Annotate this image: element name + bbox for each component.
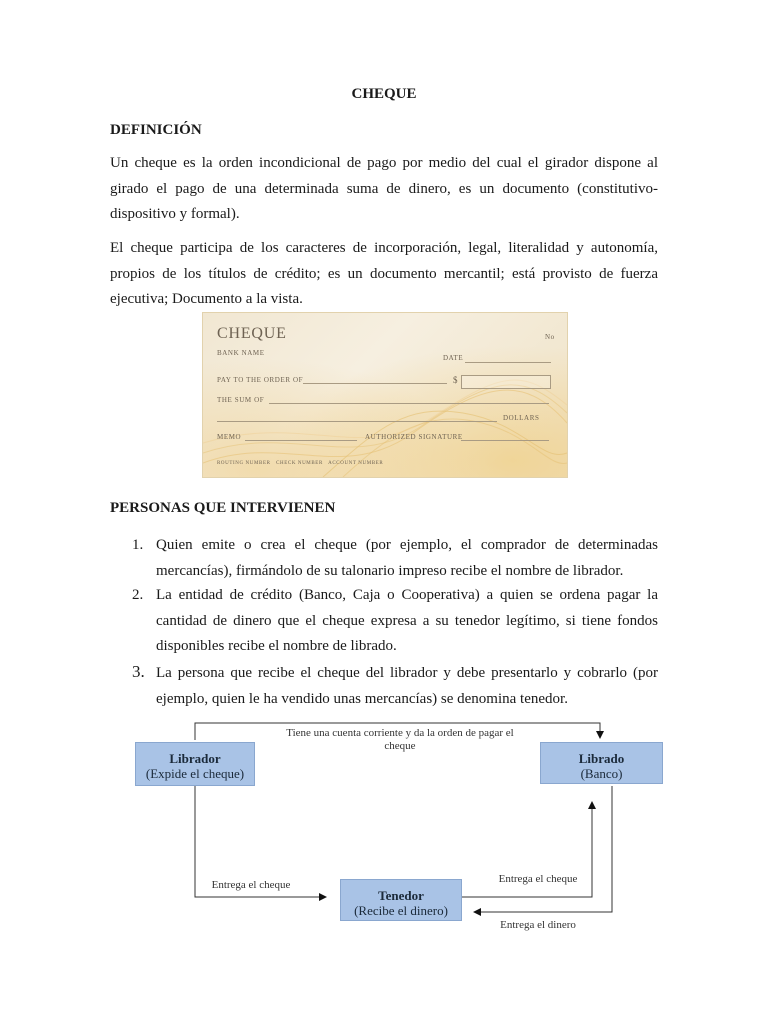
diagram-label-entrega-cheque-right: Entrega el cheque: [498, 873, 578, 885]
librado-node: [540, 742, 663, 784]
list-item-number: 2.: [132, 587, 144, 603]
librado-subtitle: (Banco): [580, 766, 623, 781]
tenedor-node: [340, 879, 462, 921]
list-item-number: 1.: [132, 537, 144, 553]
diagram-label-entrega-cheque-left: Entrega el cheque: [211, 879, 291, 891]
tenedor-subtitle: (Recibe el dinero): [354, 903, 448, 918]
librado-title: Librado: [578, 751, 625, 766]
cheque-sum-label: THE SUM OF: [217, 396, 265, 404]
persons-heading: PERSONAS QUE INTERVIENEN: [110, 500, 336, 516]
diagram-label-order: Tiene una cuenta corriente y da la orden de pagar el cheque: [284, 727, 516, 753]
cheque-signature-label: AUTHORIZED SIGNATURE: [365, 433, 463, 441]
definition-heading: DEFINICIÓN: [110, 122, 202, 138]
librador-node: [135, 742, 255, 786]
cheque-routing-line: ROUTING NUMBER CHECK NUMBER ACCOUNT NUMBER: [217, 461, 384, 466]
cheque-pay-to-label: PAY TO THE ORDER OF: [217, 376, 304, 384]
cheque-number-label: No: [545, 333, 555, 341]
definition-paragraph-2: El cheque participa de los caracteres de incorporación, legal, literalidad y autonomía, propios de los títulos de crédito; es un documento mercantil; está provisto de fuerza ejecutiva; Documento a la vista.: [110, 240, 658, 307]
cheque-date-label: DATE: [443, 354, 464, 362]
librador-subtitle: (Expide el cheque): [145, 766, 245, 781]
tenedor-title: Tenedor: [378, 888, 424, 903]
list-item-text: La entidad de crédito (Banco, Caja o Cooperativa) a quien se ordena pagar la cantidad de dinero que el cheque expresa a su tenedor legítimo, si tiene fondos disponibles recibe el nombre de librado.: [156, 587, 658, 654]
list-item-number: 3.: [132, 662, 145, 681]
page-title: CHEQUE: [351, 86, 417, 102]
cheque-bank-name: BANK NAME: [217, 349, 265, 357]
cheque-currency-symbol: $: [453, 375, 459, 385]
librador-title: Librador: [169, 751, 221, 766]
list-item-text: Quien emite o crea el cheque (por ejemplo, el comprador de determinadas mercancías), firmándolo de su talonario impreso recibe el nombre de librador.: [156, 537, 658, 579]
cheque-memo-label: MEMO: [217, 433, 242, 441]
cheque-dollars-label: DOLLARS: [503, 414, 540, 422]
definition-paragraph-1: Un cheque es la orden incondicional de pago por medio del cual el girador dispone al girado el pago de una determinada suma de dinero, es un documento (constitutivo-dispositivo y formal).: [110, 155, 658, 222]
diagram-label-entrega-dinero: Entrega el dinero: [500, 919, 576, 931]
cheque-brand-text: CHEQUE: [217, 325, 287, 342]
list-item-text: La persona que recibe el cheque del librador y debe presentarlo y cobrarlo (por ejemplo, quien le ha vendido unas mercancías) se denomina tenedor.: [156, 665, 658, 707]
